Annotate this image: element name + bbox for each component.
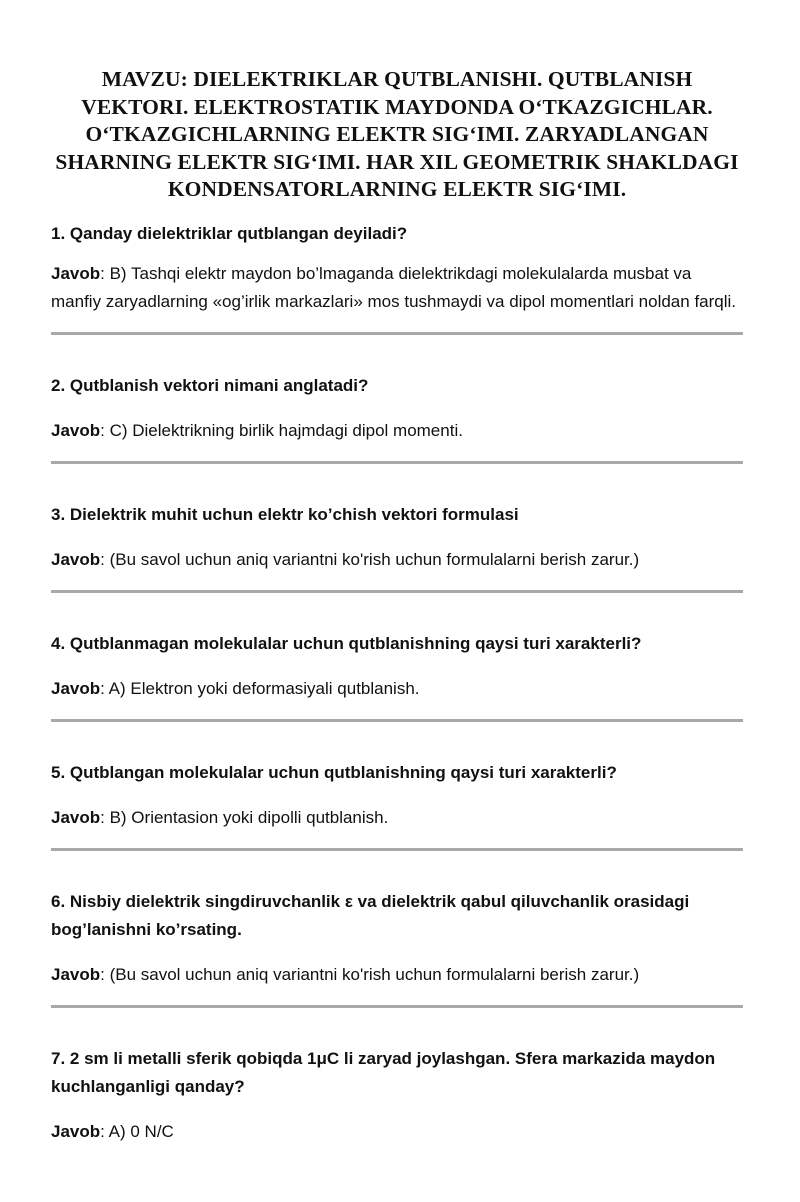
answer-7 bbox=[51, 1118, 743, 1146]
answer-label: Javob bbox=[51, 678, 101, 698]
question-6: 6. Nisbiy dielektrik singdiruvchanlik ε va dielektrik qabul qiluvchanlik orasidagi bog’lanishni ko’rsating. bbox=[51, 891, 690, 939]
document-title: MAVZU: DIELEKTRIKLAR QUTBLANISHI. QUTBLANISH VEKTORI. ELEKTROSTATIK MAYDONDA O‘TKAZGICHLAR. O‘TKAZGICHLARNING ELEKTR SIG‘IMI. ZARYADLANGAN SHARNING ELEKTR SIG‘IMI. HAR XIL GEOMETRIK SHAKLDAGI KONDENSATORLARNING ELEKTR SIG‘IMI. bbox=[55, 67, 739, 201]
answer-label: Javob bbox=[51, 263, 101, 283]
question-3: 3. Dielektrik muhit uchun elektr ko’chish vektori formulasi bbox=[51, 504, 519, 524]
answer-label: Javob bbox=[51, 1121, 101, 1141]
answer-text: : (Bu savol uchun aniq variantni ko'rish uchun formulalarni berish zarur.) bbox=[100, 549, 640, 569]
answer-text: : B) Orientasion yoki dipolli qutblanish. bbox=[100, 807, 389, 827]
answer-2 bbox=[51, 417, 743, 445]
answer-text: : A) Elektron yoki deformasiyali qutblanish. bbox=[100, 678, 420, 698]
answer-label: Javob bbox=[51, 420, 101, 440]
divider bbox=[51, 719, 743, 722]
divider bbox=[51, 332, 743, 335]
answer-3 bbox=[51, 546, 743, 574]
question-5: 5. Qutblangan molekulalar uchun qutblanishning qaysi turi xarakterli? bbox=[51, 762, 617, 782]
answer-label: Javob bbox=[51, 549, 101, 569]
answer-4 bbox=[51, 675, 743, 703]
document-page bbox=[51, 66, 743, 1146]
question-1: 1. Qanday dielektriklar qutblangan deyiladi? bbox=[51, 223, 408, 243]
answer-5 bbox=[51, 804, 743, 832]
answer-text: : C) Dielektrikning birlik hajmdagi dipol momenti. bbox=[100, 420, 463, 440]
question-7: 7. 2 sm li metalli sferik qobiqda 1μC li zaryad joylashgan. Sfera markazida maydon kuchlanganligi qanday? bbox=[51, 1048, 716, 1096]
answer-text: : (Bu savol uchun aniq variantni ko'rish uchun formulalarni berish zarur.) bbox=[100, 964, 640, 984]
answer-text: : B) Tashqi elektr maydon bo’lmaganda dielektrikdagi molekulalarda musbat va manfiy zaryadlarning «og’irlik markazlari» mos tushmaydi va dipol momentlari noldan farqli. bbox=[51, 263, 737, 311]
answer-1 bbox=[51, 260, 743, 316]
question-4: 4. Qutblanmagan molekulalar uchun qutblanishning qaysi turi xarakterli? bbox=[51, 633, 642, 653]
answer-text: : A) 0 N/C bbox=[100, 1121, 174, 1141]
answer-6 bbox=[51, 961, 743, 989]
divider bbox=[51, 590, 743, 593]
divider bbox=[51, 1005, 743, 1008]
answer-label: Javob bbox=[51, 807, 101, 827]
qa-list bbox=[51, 220, 743, 1146]
question-2: 2. Qutblanish vektori nimani anglatadi? bbox=[51, 375, 369, 395]
answer-label: Javob bbox=[51, 964, 101, 984]
divider bbox=[51, 461, 743, 464]
divider bbox=[51, 848, 743, 851]
